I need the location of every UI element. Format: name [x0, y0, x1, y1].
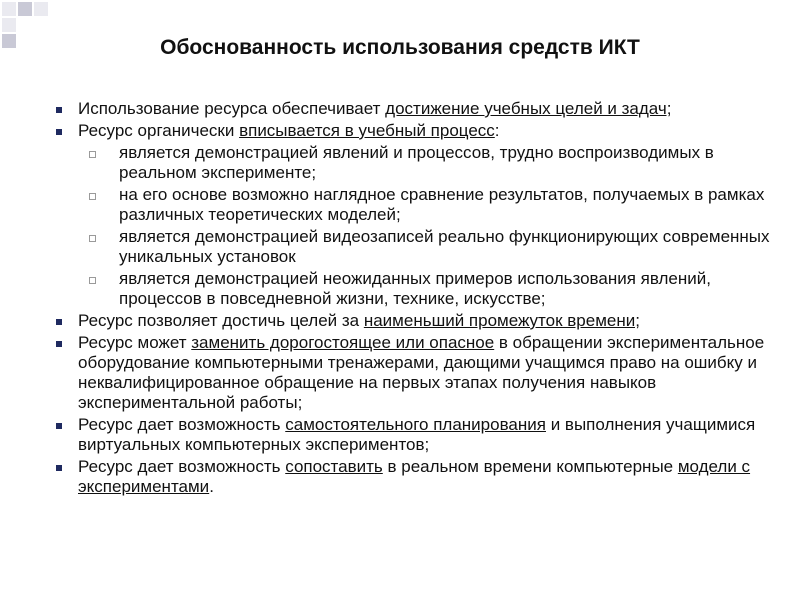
bullet-item-2: Ресурс органически вписывается в учебный процесс: [56, 121, 781, 141]
bullet-item-1: Использование ресурса обеспечивает достижение учебных целей и задач; [56, 99, 781, 119]
sub-item-3: является демонстрацией видеозаписей реально функционирующих современных уникальных установок [89, 227, 781, 267]
square-bullet-icon [56, 107, 62, 113]
bullet-item-5: Ресурс дает возможность самостоятельного планирования и выполнения учащимися виртуальных компьютерных экспериментов; [56, 415, 781, 455]
sub-item-4: является демонстрацией неожиданных примеров использования явлений, процессов в повседневной жизни, технике, искусстве; [89, 269, 781, 309]
square-bullet-icon [56, 423, 62, 429]
hollow-square-bullet-icon [89, 277, 96, 284]
slide-content [56, 99, 781, 499]
decor-square-2 [18, 2, 32, 16]
sub-item-1: является демонстрацией явлений и процессов, трудно воспроизводимых в реальном эксперименте; [89, 143, 781, 183]
square-bullet-icon [56, 341, 62, 347]
bullet-item-6: Ресурс дает возможность сопоставить в реальном времени компьютерные модели с экспериментами. [56, 457, 781, 497]
decor-square-1 [2, 2, 16, 16]
hollow-square-bullet-icon [89, 193, 96, 200]
decor-square-4 [2, 18, 16, 32]
hollow-square-bullet-icon [89, 151, 96, 158]
bullet-item-4: Ресурс может заменить дорогостоящее или опасное в обращении экспериментальное оборудование компьютерными тренажерами, дающими учащимся право на ошибку и неквалифицированное обращение на первых этапах получения навыков экспериментальной работы; [56, 333, 781, 413]
square-bullet-icon [56, 465, 62, 471]
square-bullet-icon [56, 319, 62, 325]
bullet-item-3: Ресурс позволяет достичь целей за наименьший промежуток времени; [56, 311, 781, 331]
decor-square-3 [34, 2, 48, 16]
square-bullet-icon [56, 129, 62, 135]
slide-title: Обоснованность использования средств ИКТ [160, 36, 640, 59]
hollow-square-bullet-icon [89, 235, 96, 242]
sub-item-2: на его основе возможно наглядное сравнение результатов, получаемых в рамках различных теоретических моделей; [89, 185, 781, 225]
